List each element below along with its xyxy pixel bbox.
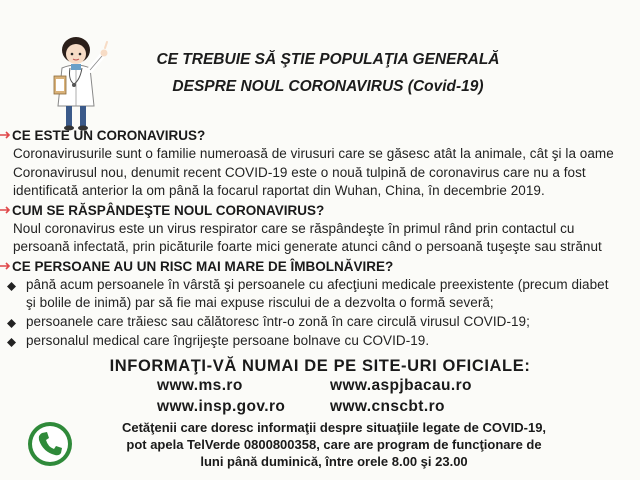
- page-title-line2: DESPRE NOUL CORONAVIRUS (Covid-19): [172, 78, 484, 95]
- phone-icon: [26, 420, 74, 468]
- arrow-icon: [0, 261, 12, 271]
- contact-line1: Cetăţenii care doresc informaţii despre situaţiile legate de COVID-19,: [121, 420, 547, 435]
- risk-list-item: persoanele care trăiesc sau călătoresc într-o zonă în care circulă virusul COVID-19;: [26, 314, 530, 329]
- section-text-line: identificată anterior la om până la focarul raportat din Wuhan, China, în decembrie 2019.: [13, 183, 545, 198]
- section-heading-risk: [12, 259, 393, 274]
- contact-line3: luni până duminică, între orele 8.00 şi 23.00: [200, 454, 468, 469]
- section-text-line: persoană infectată, prin picăturile foarte mici generate atunci când o persoană tuşeşte sau strănut: [13, 239, 602, 254]
- arrow-icon: [0, 205, 12, 215]
- doctor-illustration: [50, 34, 118, 134]
- site-link-cnscbt[interactable]: www.cnscbt.ro: [330, 398, 445, 415]
- section-heading-text: CUM SE RĂSPÂNDEŞTE NOUL CORONAVIRUS?: [12, 203, 325, 218]
- page-title-line1: CE TREBUIE SĂ ŞTIE POPULAŢIA GENERALĂ: [156, 51, 500, 68]
- section-text-line: Coronavirusul nou, denumit recent COVID-19 este o nouă tulpină de coronavirus care nu a fost: [13, 165, 586, 180]
- site-link-insp[interactable]: www.insp.gov.ro: [157, 398, 286, 415]
- diamond-bullet-icon: [7, 338, 16, 347]
- section-text-line: Coronavirusurile sunt o familie numeroasă de virusuri care se găsesc atât la animale, cât şi la oame: [13, 146, 614, 161]
- official-sites-heading: INFORMAŢI-VĂ NUMAI DE PE SITE-URI OFICIALE:: [109, 357, 531, 375]
- section-heading-how-spreads: [12, 203, 324, 218]
- diamond-bullet-icon: [7, 282, 16, 291]
- section-heading-text: CE PERSOANE AU UN RISC MAI MARE DE ÎMBOLNĂVIRE?: [12, 259, 394, 274]
- section-text-line: Noul coronavirus este un virus respirator care se răspândeşte în primul rând prin contactul cu: [13, 221, 575, 236]
- site-link-ms[interactable]: www.ms.ro: [157, 377, 243, 394]
- arrow-icon: [0, 130, 12, 140]
- risk-list-item: până acum persoanele în vârstă şi persoanele cu afecţiuni medicale preexistente (precum diabet: [26, 277, 609, 292]
- section-heading-text: CE ESTE UN CORONAVIRUS?: [12, 128, 206, 143]
- section-heading-what-is: [12, 128, 205, 143]
- risk-list-item: personalul medical care îngrijeşte persoane bolnave cu COVID-19.: [26, 333, 430, 348]
- contact-line2: pot apela TelVerde 0800800358, care are program de funcţionare de: [126, 437, 542, 452]
- risk-list-item: şi bolile de inimă) par să fie mai expuse riscului de a dezvolta o formă severă;: [26, 295, 494, 310]
- diamond-bullet-icon: [7, 319, 16, 328]
- site-link-aspjbacau[interactable]: www.aspjbacau.ro: [330, 377, 472, 394]
